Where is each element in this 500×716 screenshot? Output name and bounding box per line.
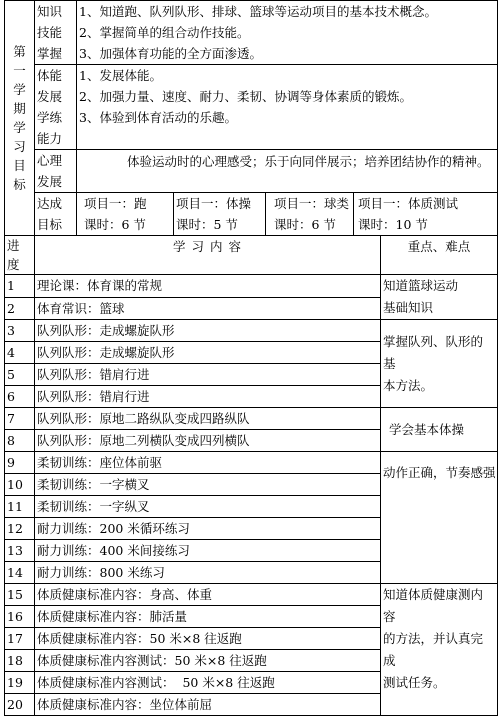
target-fitness-test: 项目一：体质测试 课时：10 节: [354, 193, 498, 236]
row-content: 队列队形：原地二路纵队变成四路纵队: [35, 408, 381, 430]
target-ball-games: 项目一：球类 课时：6 节: [266, 193, 354, 236]
row-number: 4: [5, 342, 35, 364]
goal-items-physical: 1、发展体能。 2、加强力量、速度、耐力、柔韧、协调等身体素质的锻炼。 3、体验到体育活动的乐趣。: [77, 65, 498, 150]
row-number: 9: [5, 452, 35, 474]
row-content: 体质健康标准内容：肺活量: [35, 606, 381, 628]
row-number: 8: [5, 430, 35, 452]
table-row: [5, 584, 498, 606]
row-number: 5: [5, 364, 35, 386]
row-number: 2: [5, 297, 35, 320]
goal-items-knowledge: 1、知道跑、队列队形、排球、篮球等运动项目的基本技术概念。 2、掌握简单的组合动作技能。 3、加强体育功能的全方面渗透。: [77, 1, 498, 65]
key-point-basketball: 知道篮球运动 基础知识: [381, 275, 498, 320]
row-content: 耐力训练：800 米练习: [35, 562, 381, 584]
teaching-plan-document: [4, 0, 497, 716]
row-number: 19: [5, 672, 35, 694]
targets-row: [5, 193, 498, 236]
row-content: 体质健康标准内容：50 米×8 往返跑: [35, 628, 381, 650]
semester-goals-label: 第 一 学 期 学 习 目 标: [5, 1, 35, 236]
row-number: 1: [5, 275, 35, 298]
key-points-header: 重点、难点: [381, 236, 498, 275]
row-number: 6: [5, 386, 35, 408]
row-content: 队列队形：错肩行进: [35, 364, 381, 386]
row-number: 12: [5, 518, 35, 540]
key-point-flexibility: 动作正确，节奏感强: [381, 452, 498, 584]
row-content: 理论课：体育课的常规: [35, 275, 381, 298]
key-point-fitness-test: 知道体质健康测内容 的方法，并认真完成 测试任务。: [381, 584, 498, 716]
targets-category: 达成 目标: [35, 193, 77, 236]
row-content: 体育常识：篮球: [35, 297, 381, 320]
row-content: 体质健康标准内容：身高、体重: [35, 584, 381, 606]
key-point-gymnastics: 学会基本体操: [381, 408, 498, 452]
row-content: 耐力训练：400 米间接练习: [35, 540, 381, 562]
row-number: 3: [5, 320, 35, 342]
row-content: 柔韧训练：座位体前驱: [35, 452, 381, 474]
content-header: 学 习 内 容: [35, 236, 381, 275]
target-gymnastics: 项目一：体操 课时：5 节: [174, 193, 266, 236]
teaching-plan-table: [4, 0, 498, 716]
row-content: 队列队形：走成螺旋队形: [35, 320, 381, 342]
schedule-header-row: [5, 236, 498, 275]
row-number: 10: [5, 474, 35, 496]
goal-row-knowledge: [5, 1, 498, 65]
row-content: 队列队形：走成螺旋队形: [35, 342, 381, 364]
row-content: 体质健康标准内容测试：50 米×8 往返跑: [35, 650, 381, 672]
row-number: 18: [5, 650, 35, 672]
table-row: [5, 320, 498, 342]
row-content: 柔韧训练：一字纵叉: [35, 496, 381, 518]
goal-row-physical: [5, 65, 498, 150]
goal-items-psychology: 体验运动时的心理感受；乐于向同伴展示；培养团结协作的精神。: [77, 150, 498, 193]
progress-header: 进 度: [5, 236, 35, 275]
row-content: 队列队形：错肩行进: [35, 386, 381, 408]
row-number: 13: [5, 540, 35, 562]
row-content: 队列队形：原地二列横队变成四列横队: [35, 430, 381, 452]
table-row: [5, 408, 498, 430]
row-content: 体质健康标准内容：坐位体前屈: [35, 694, 381, 716]
target-run: 项目一：跑 课时：6 节: [77, 193, 174, 236]
row-number: 11: [5, 496, 35, 518]
row-content: 体质健康标准内容测试： 50 米×8 往返跑: [35, 672, 381, 694]
row-number: 7: [5, 408, 35, 430]
row-number: 15: [5, 584, 35, 606]
table-row: [5, 452, 498, 474]
key-point-formation: 掌握队列、队形的基 本方法。: [381, 320, 498, 408]
row-number: 14: [5, 562, 35, 584]
goal-row-psychology: [5, 150, 498, 193]
goal-category-physical: 体能 发展 学练 能力: [35, 65, 77, 150]
row-content: 耐力训练：200 米循环练习: [35, 518, 381, 540]
row-content: 柔韧训练：一字横叉: [35, 474, 381, 496]
table-row: [5, 275, 498, 298]
row-number: 17: [5, 628, 35, 650]
goal-category-knowledge: 知识 技能 掌握: [35, 1, 77, 65]
row-number: 16: [5, 606, 35, 628]
goal-category-psychology: 心理 发展: [35, 150, 77, 193]
row-number: 20: [5, 694, 35, 716]
